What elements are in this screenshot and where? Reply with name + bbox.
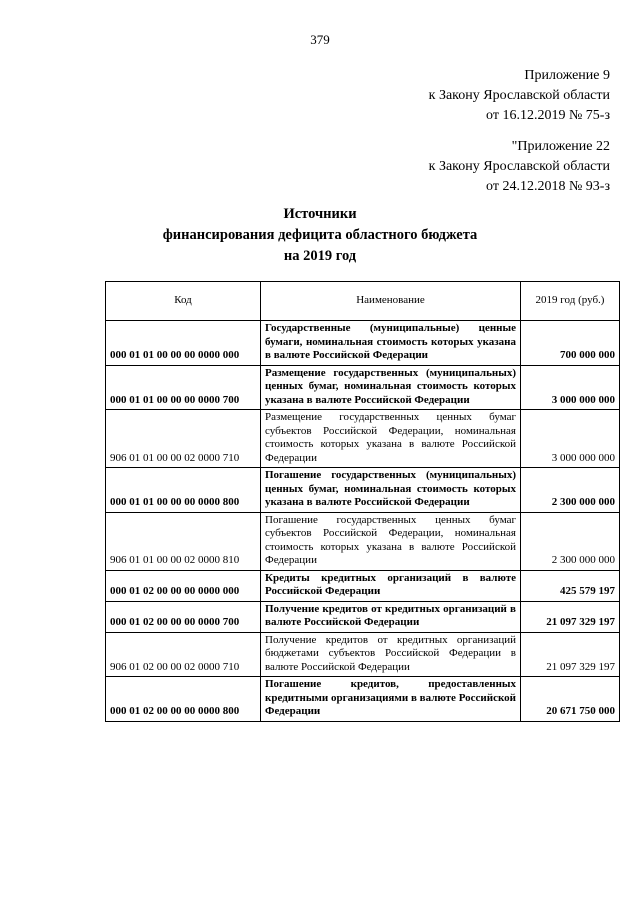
table-header-row — [106, 282, 620, 321]
row-name: Размещение государственных ценных бумаг субъектов Российской Федерации, номинальная стоимость которых указана в валюте Российской Федерации — [261, 410, 521, 468]
row-code: 000 01 01 00 00 00 0000 800 — [106, 468, 261, 513]
table-row — [106, 512, 620, 570]
row-name: Получение кредитов от кредитных организаций бюджетами субъектов Российской Федерации в валюте Российской Федерации — [261, 632, 521, 677]
row-name: Погашение государственных ценных бумаг субъектов Российской Федерации, номинальная стоимость которых указана в валюте Российской Федерации — [261, 512, 521, 570]
row-code: 000 01 02 00 00 00 0000 000 — [106, 570, 261, 601]
document-title — [0, 204, 640, 267]
annex-current-line2: к Закону Ярославской области — [428, 88, 610, 103]
row-name: Кредиты кредитных организаций в валюте Российской Федерации — [261, 570, 521, 601]
annex-original — [429, 137, 610, 197]
row-amount: 2 300 000 000 — [521, 468, 620, 513]
row-amount: 700 000 000 — [521, 321, 620, 366]
table-row — [106, 677, 620, 722]
annex-current-line1: Приложение 9 — [524, 68, 610, 83]
annex-original-line1: "Приложение 22 — [511, 139, 610, 154]
row-amount: 21 097 329 197 — [521, 601, 620, 632]
row-amount: 425 579 197 — [521, 570, 620, 601]
row-code: 000 01 01 00 00 00 0000 000 — [106, 321, 261, 366]
title-line2: финансирования дефицита областного бюджета — [162, 227, 478, 243]
table-row — [106, 365, 620, 410]
table-row — [106, 570, 620, 601]
row-code: 000 01 02 00 00 00 0000 800 — [106, 677, 261, 722]
row-name: Государственные (муниципальные) ценные бумаги, номинальная стоимость которых указана в валюте Российской Федерации — [261, 321, 521, 366]
row-code: 906 01 02 00 00 02 0000 710 — [106, 632, 261, 677]
row-name: Получение кредитов от кредитных организаций в валюте Российской Федерации — [261, 601, 521, 632]
row-amount: 3 000 000 000 — [521, 410, 620, 468]
table-row — [106, 601, 620, 632]
header-code: Код — [106, 282, 261, 321]
annex-original-line2: к Закону Ярославской области — [428, 159, 610, 174]
table-row — [106, 632, 620, 677]
row-code: 906 01 01 00 00 02 0000 710 — [106, 410, 261, 468]
row-code: 000 01 01 00 00 00 0000 700 — [106, 365, 261, 410]
table-body — [106, 321, 620, 722]
row-amount: 21 097 329 197 — [521, 632, 620, 677]
row-amount: 2 300 000 000 — [521, 512, 620, 570]
title-line1: Источники — [283, 206, 357, 222]
annex-current — [429, 66, 610, 126]
page-number: 379 — [310, 32, 330, 47]
header-name: Наименование — [261, 282, 521, 321]
table-row — [106, 468, 620, 513]
table-row — [106, 410, 620, 468]
title-line3: на 2019 год — [283, 248, 357, 264]
annex-original-line3: от 24.12.2018 № 93-з — [486, 179, 610, 194]
row-name: Погашение государственных (муниципальных) ценных бумаг, номинальная стоимость которых указана в валюте Российской Федерации — [261, 468, 521, 513]
row-name: Погашение кредитов, предоставленных кредитными организациями в валюте Российской Федерации — [261, 677, 521, 722]
row-amount: 20 671 750 000 — [521, 677, 620, 722]
sources-table — [105, 281, 620, 722]
header-amount: 2019 год (руб.) — [521, 282, 620, 321]
table-row — [106, 321, 620, 366]
annex-current-line3: от 16.12.2019 № 75-з — [486, 108, 610, 123]
row-amount: 3 000 000 000 — [521, 365, 620, 410]
row-name: Размещение государственных (муниципальных) ценных бумаг, номинальная стоимость которых указана в валюте Российской Федерации — [261, 365, 521, 410]
row-code: 906 01 01 00 00 02 0000 810 — [106, 512, 261, 570]
row-code: 000 01 02 00 00 00 0000 700 — [106, 601, 261, 632]
